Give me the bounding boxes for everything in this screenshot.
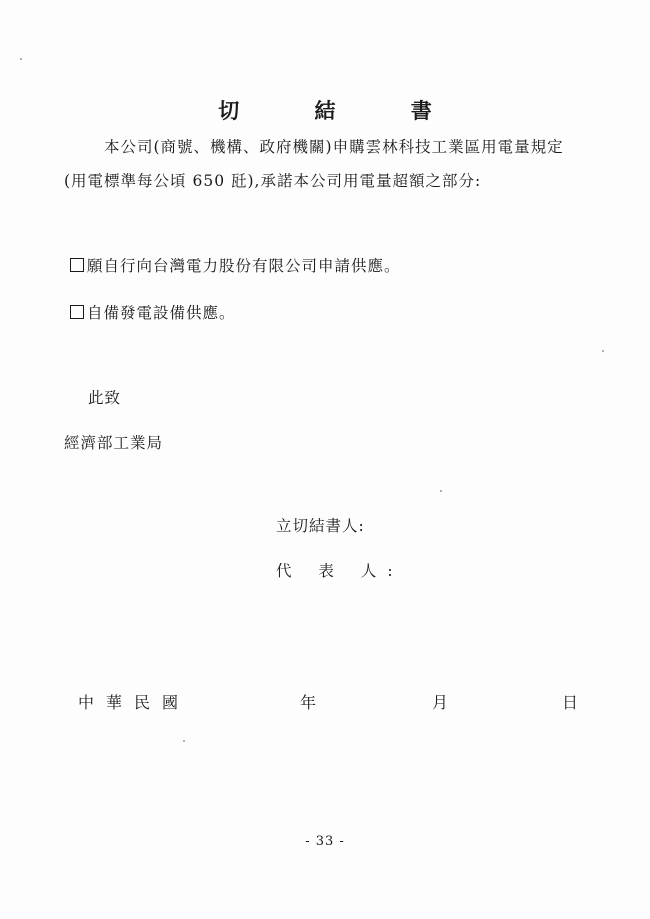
date-month-label: 月 [432,693,449,712]
date-day-label: 日 [562,693,579,712]
statement-line-1: 本公司(商號、機構、政府機關)申購雲林科技工業區用電量規定 [104,138,564,156]
date-year-label: 年 [300,693,317,712]
scan-speck [183,740,185,742]
statement-paragraph [64,130,594,198]
option-label: 願自行向台灣電力股份有限公司申請供應。 [87,257,401,275]
scan-speck [20,58,22,60]
signer-label: 立切結書人: [276,517,365,535]
document-title: 切 結 書 [218,98,466,123]
checkbox[interactable] [70,305,84,319]
statement-line-2: (用電標準每公頃 650 瓩),承諾本公司用電量超額之部分: [64,172,482,190]
option-taipower-supply[interactable] [70,254,401,276]
date-era: 中華民國 [78,693,191,712]
scan-speck [440,490,442,492]
representative-label: 代 表 人: [276,562,404,580]
option-self-generation[interactable] [70,301,236,323]
page-number: - 33 - [305,834,345,849]
salutation: 此致 [88,389,122,407]
checkbox[interactable] [70,258,84,272]
option-label: 自備發電設備供應。 [87,304,236,322]
scan-speck [602,350,604,352]
recipient: 經濟部工業局 [64,434,164,452]
